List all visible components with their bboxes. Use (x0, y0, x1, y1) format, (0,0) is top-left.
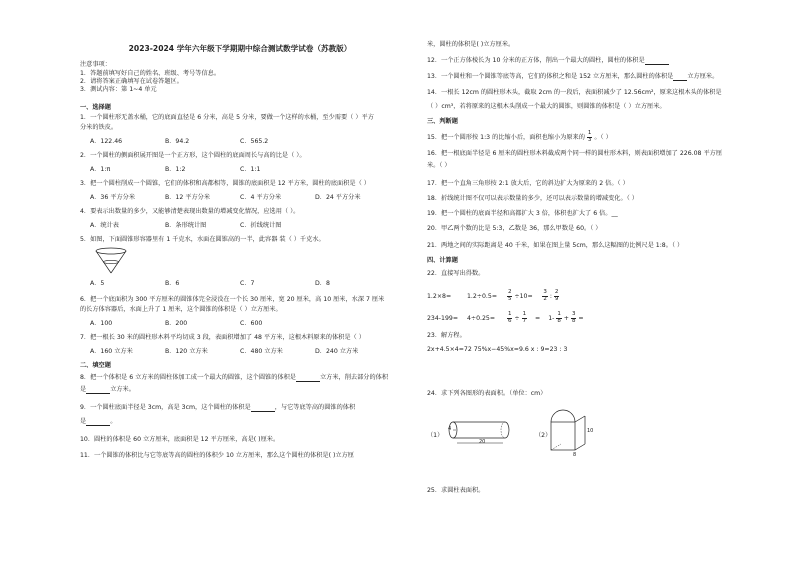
calc-op: = (578, 315, 584, 322)
page-title: 2023-2024 学年六年级下学期期中综合测试数学试卷（苏教版） (128, 44, 352, 53)
calc-op: + (563, 315, 569, 322)
fraction-numerator: 1 (557, 311, 561, 317)
question-2: 2．一个圆柱的侧面积展开图是一个正方形，这个圆柱的底面周长与高的比是（ ）。 (80, 152, 306, 159)
option: C．565.2 (240, 138, 269, 145)
question-2-options (90, 166, 315, 174)
question-14: 14．一根长 12cm 的圆柱形木头，截取 2cm 的一段后，表面积减少了 12.56cm²，原来这根木头的体积是 (427, 89, 722, 96)
calc-item: 1- (548, 315, 555, 322)
question-1-options (90, 138, 315, 146)
option: C．7 (240, 280, 255, 287)
question-13-text: 13．一个圆柱和一个圆锥等底等高，它们的体积之和是 152 立方厘米，那么圆柱的体积是 (427, 73, 674, 80)
question-8-cont (80, 386, 135, 394)
question-13-text-2: 立方厘米。 (687, 73, 719, 80)
question-23: 23．解方程。 (427, 332, 466, 339)
calc-item: 4÷0.25= (466, 315, 496, 322)
question-8-text-3: 是 (80, 386, 87, 393)
option: B．6 (165, 280, 180, 287)
equations: 2x+4.5×4=72 75%x−45%x=9.6 x : 9=23 : 3 (427, 346, 568, 353)
question-18: 18．折线统计图不仅可以表示数量的多少，还可以表示数量的增减变化。（ ） (427, 195, 638, 202)
question-8-text-4: 立方米。 (110, 386, 135, 393)
question-8 (80, 374, 388, 382)
question-14-cont: （ ）cm³，若将原来的这根木头削成一个最大的圆锥，则圆锥的体积是（ ）立方厘米。 (427, 103, 666, 110)
question-6-options (90, 320, 315, 328)
section-heading: 四、计算题 (427, 257, 458, 264)
calc-item: 234-199= (427, 315, 459, 322)
question-6: 6．把一个底面积为 300 平方厘米的圆锥体完全浸没在一个长 30 厘米，宽 20 厘米，高 10 厘米，水深 7 厘米 (80, 296, 385, 303)
answer-blank[interactable] (86, 387, 110, 394)
fraction: $\frac{3}{8}$ (571, 311, 576, 324)
question-9-text-2: ，与它等底等高的圆锥的体积 (274, 404, 356, 411)
mental-calc-row-1 (427, 290, 559, 302)
question-25: 25．求圆柱表面积。 (427, 487, 485, 494)
option: B．200 (165, 320, 188, 327)
section-heading: 二、填空题 (80, 362, 111, 369)
question-12 (427, 57, 669, 65)
question-22: 22．直接写出得数。 (427, 270, 485, 277)
option: C．480 立方米 (240, 348, 283, 355)
option: A．160 立方米 (90, 348, 133, 355)
option: C．1:1 (240, 166, 261, 173)
option: A．5 (90, 280, 105, 287)
question-10: 10．圆柱的体积是 60 立方厘米，底面积是 12 平方厘米，高是( )厘米。 (80, 436, 280, 443)
question-9-text-3: 是 (80, 418, 87, 425)
question-9-cont (80, 418, 116, 426)
question-20: 20．甲乙两个数的比是 5:3，乙数是 36，那么甲数是 60。（ ） (427, 225, 602, 232)
fraction: $\frac{1}{6}$ (507, 311, 512, 324)
option: B．120 立方米 (165, 348, 208, 355)
question-19: 19．把一个圆柱的底面半径和高都扩大 3 倍，体积也扩大了 6 倍。__ (427, 210, 618, 217)
mental-calc-row-2 (427, 312, 584, 324)
note-item: 1．答题前填写好自己的姓名、班级、考号等信息。 (80, 70, 221, 77)
question-6-cont: 的长方体容器后，水面上升了 1 厘米，这个圆锥的体积是（ ）立方厘米。 (80, 306, 282, 313)
calc-item: 1.2÷0.5= (466, 293, 498, 300)
calc-op: ÷ (514, 315, 520, 322)
notes-heading: 注意事项： (80, 61, 111, 68)
question-16: 16．把一根底面半径是 6 厘米的圆柱形木料截成两个同一样的圆柱形木料，则表面积增加了 226.08 平方厘 (427, 150, 723, 157)
question-9-text: 9．一个圆柱底面半径是 3cm，高是 3cm，这个圆柱的体积是 (80, 404, 251, 411)
question-1-cont: 分米的铁皮。 (80, 124, 118, 131)
option: A．100 (90, 320, 113, 327)
question-15-text: 15．把一个圆形按 1:3 的比缩小后，面积也缩小为原来的 (427, 134, 585, 141)
fraction-denominator: 3 (587, 136, 592, 143)
question-8-text: 8．把一个体积是 6 立方米的圆柱体加工成一个最大的圆锥，这个圆锥的体积是 (80, 374, 296, 381)
note-item: 3．测试内容：第 1~4 单元 (80, 86, 157, 93)
question-3: 3．把一个圆柱削成一个圆锥，它们的体积和高都相等，圆锥的底面积是 12 平方米，圆柱的底面积是（ ） (80, 180, 370, 187)
fraction-numerator: 1 (507, 311, 512, 317)
section-heading: 三、判断题 (427, 118, 458, 125)
question-16-cont: 米。（ ） (427, 162, 451, 169)
question-1: 1．一个圆柱形无盖水桶，它的底面直径是 6 分米，高是 5 分米，要做一个这样的水桶，至少需要（ ）平方 (80, 114, 374, 121)
fraction (587, 131, 593, 143)
option: B．条形统计图 (165, 222, 207, 229)
question-7: 7．把一根长 30 米的圆柱形木料平均切成 3 段，表面积增加了 48 平方米，这根木料原来的体积是（ ） (80, 334, 365, 341)
question-9 (80, 404, 355, 412)
question-12-text: 12．一个正方体棱长为 10 分米的正方体，削出一个最大的圆柱，圆柱的体积是 (427, 57, 645, 64)
question-8-text-2: 立方米，削去部分的体积 (320, 374, 389, 381)
fraction: $\frac{1}{8}$ (557, 311, 561, 324)
question-15 (427, 131, 612, 143)
question-5-options (90, 280, 390, 288)
question-4-options (90, 222, 315, 230)
option: C．600 (240, 320, 263, 327)
question-21: 21．两地之间的实际距离是 40 千米，如果在图上量 5cm，那么这幅图的比例尺是 1:8。（ ） (427, 242, 684, 249)
note-item: 2．请将答案正确填写在试卷答题区。 (80, 78, 183, 85)
question-15-text-2: 。（ ） (594, 134, 612, 141)
question-5: 5．如图，下面圆锥形容器里有 1 千克水，水面在圆锥高的一半，此容器 装（ ）千克水。 (80, 236, 325, 243)
option: A．122.46 (90, 138, 123, 145)
option: B．12 平方分米 (165, 194, 211, 201)
fraction-denominator: 2 (543, 295, 547, 302)
option: D．8 (315, 280, 330, 287)
question-24: 24．求下列各图形的表面积。（单位：cm） (427, 390, 547, 397)
option: A．1:π (90, 166, 111, 173)
cone-container-figure (94, 247, 128, 275)
question-3-options (90, 194, 390, 202)
question-13 (427, 73, 718, 81)
answer-blank[interactable] (86, 419, 110, 426)
calc-item: 1.2×8= (427, 293, 452, 300)
question-7-options (90, 348, 390, 356)
answer-blank[interactable] (296, 375, 320, 382)
question-9-text-4: 。 (110, 418, 117, 425)
answer-blank[interactable] (673, 74, 687, 81)
calc-op: = (535, 315, 541, 322)
fraction (542, 290, 548, 302)
option: A．36 平方分米 (90, 194, 136, 201)
option: B．94.2 (165, 138, 190, 145)
fraction: $\frac{2}{9}$ (554, 289, 559, 302)
fraction: $\frac{2}{5}$ (507, 289, 512, 302)
option: D．24 平方分米 (315, 194, 361, 201)
dimension-label: 10 (587, 428, 594, 434)
question-11-cont: 米，圆柱的体积是( )立方厘米。 (427, 41, 515, 48)
dimension-label: 4 (448, 426, 452, 432)
fraction: $\frac{1}{7}$ (522, 311, 527, 324)
option: C．4 平方分米 (240, 194, 282, 201)
fraction-numerator: 3 (571, 311, 576, 317)
option: D．240 立方米 (315, 348, 359, 355)
calc-op: : (549, 293, 552, 300)
section-heading: 一、选择题 (80, 104, 111, 111)
figure-2-label: （2） (535, 432, 552, 439)
question-11: 11．一个圆锥的体积比与它等底等高的圆柱的体积少 10 立方厘米，那么这个圆柱的体积是( )立方厘 (80, 452, 354, 459)
question-17: 17．把一个直角三角形按 2:1 放大后，它的斜边扩大为原来的 2 倍。（ ） (427, 180, 629, 187)
fraction-numerator: 1 (587, 130, 592, 136)
option: A．统计表 (90, 222, 119, 229)
calc-item: ÷10= (514, 293, 533, 300)
fraction-numerator: 1 (522, 311, 527, 317)
answer-blank[interactable] (251, 405, 275, 412)
figure-1-label: （1） (427, 432, 444, 439)
dimension-label: 8 (573, 452, 577, 458)
question-4: 4．要表示出数量的多少，又能够清楚表现出数量的增减变化情况，应选用（ ）。 (80, 208, 300, 215)
fraction-numerator: 3 (543, 289, 547, 295)
option: C．折线统计图 (240, 222, 282, 229)
dimension-label: 20 (479, 439, 486, 445)
option: B．1:2 (165, 166, 186, 173)
answer-blank[interactable] (645, 58, 669, 65)
